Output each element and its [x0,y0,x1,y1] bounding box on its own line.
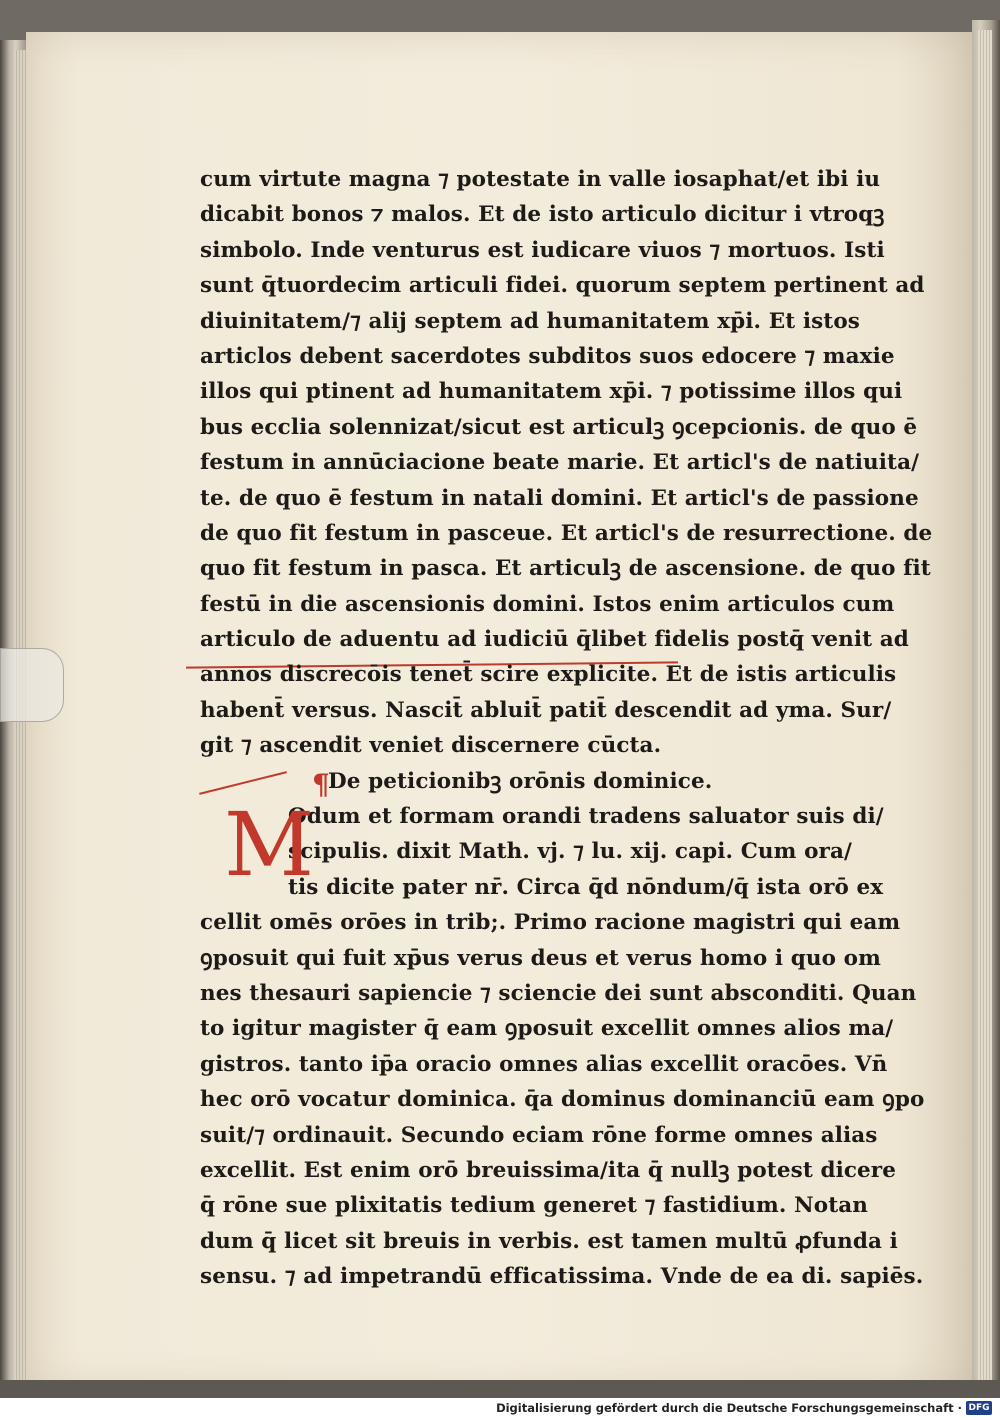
text-line: ꝯposuit qui fuit xp̄us verus deus et verus homo i quo om [200,945,881,971]
text-line: suit/⁊ ordinauit. Secundo eciam rōne forme omnes alias [200,1122,878,1148]
text-line: to igitur magister q̄ eam ꝯposuit excellit omnes alios ma/ [200,1016,894,1042]
text-after-heading [200,905,925,1294]
text-line: Odum et formam orandi tradens saluator suis di/ [288,804,884,830]
text-line: git ⁊ ascendit veniet discernere cūcta. [200,733,662,759]
text-line: scipulis. dixit Math. vj. ⁊ lu. xij. capi. Cum ora/ [288,839,852,865]
text-line: quo fit festum in pasca. Et articulꝫ de ascensione. de quo fit [200,556,931,582]
text-line: sunt q̄tuordecim articuli fidei. quorum septem pertinent ad [200,273,925,299]
text-line: sensu. ⁊ ad impetrandū efficatissima. Vnde de ea di. sapiēs. [200,1264,924,1290]
text-line: q̄ rōne sue plixitatis tedium generet ⁊ fastidium. Notan [200,1193,868,1219]
text-line: illos qui ptinent ad humanitatem xp̄i. ⁊ potissime illos qui [200,379,903,405]
text-line: simbolo. Inde venturus est iudicare viuos ⁊ mortuos. Isti [200,237,885,263]
text-line: dicabit bonos ⁊ malos. Et de isto articulo dicitur i vtroqꝫ [200,202,885,228]
text-line: cum virtute magna ⁊ potestate in valle iosaphat/et ibi iu [200,167,881,192]
dfg-logo[interactable]: DFG [966,1401,992,1415]
text-line: cellit omēs orōes in trib;. Primo racione magistri qui eam [200,910,901,936]
text-line: articulo de aduentu ad iudiciū q̄libet fidelis postq̄ venit ad [200,627,909,653]
scan-bottom-band [0,1380,1000,1398]
text-line: hec orō vocatur dominica. q̄a dominus dominanciū eam ꝯpo [200,1087,925,1113]
section-heading: De peticionibꝫ orōnis dominice. [328,768,713,794]
right-page-stack [978,30,992,1390]
text-line: gistros. tanto ip̄a oracio omnes alias excellit oracōes. Vn̄ [200,1051,888,1077]
text-line: festū in die ascensionis domini. Istos enim articulos cum [200,591,895,617]
text-line: nes thesauri sapiencie ⁊ sciencie dei sunt absconditi. Quan [200,980,917,1006]
text-line: tis dicite pater nr̄. Circa q̄d nōndum/q̄ ista orō ex [288,874,884,900]
drop-cap: M [224,792,315,896]
text-line: bus ecclia solennizat/sicut est articulꝫ ꝯcepcionis. de quo ē [200,414,918,440]
text-line: excellit. Est enim orō breuissima/ita q̄ nullꝫ potest dicere [200,1157,897,1183]
text-line: articlos debent sacerdotes subditos suos edocere ⁊ maxie [200,343,895,369]
rubric-pilcrow: ¶ [312,767,330,801]
page-clip [0,648,64,722]
text-line: festum in annūciacione beate marie. Et articl's de natiuita/ [200,450,920,476]
text-line: annos discrecōis tenet̄ scire explicite. Et de istis articulis [200,662,897,688]
footer-bar [0,1398,1000,1420]
text-line: diuinitatem/⁊ alij septem ad humanitatem xp̄i. Et istos [200,308,860,334]
text-before-heading [200,162,933,764]
section-heading-block [200,764,884,906]
text-line: habent̄ versus. Nascit̄ abluit̄ patit̄ descendit ad yma. Sur/ [200,697,892,723]
text-line: te. de quo ē festum in natali domini. Et articl's de passione [200,485,919,511]
funding-credit: Digitalisierung gefördert durch die Deutsche Forschungsgemeinschaft · [496,1401,962,1415]
text-line: dum q̄ licet sit breuis in verbis. est tamen multū ꝓfunda i [200,1228,898,1254]
text-line: de quo fit festum in pasceue. Et articl's de resurrectione. de [200,520,933,546]
text-block [200,162,933,1295]
